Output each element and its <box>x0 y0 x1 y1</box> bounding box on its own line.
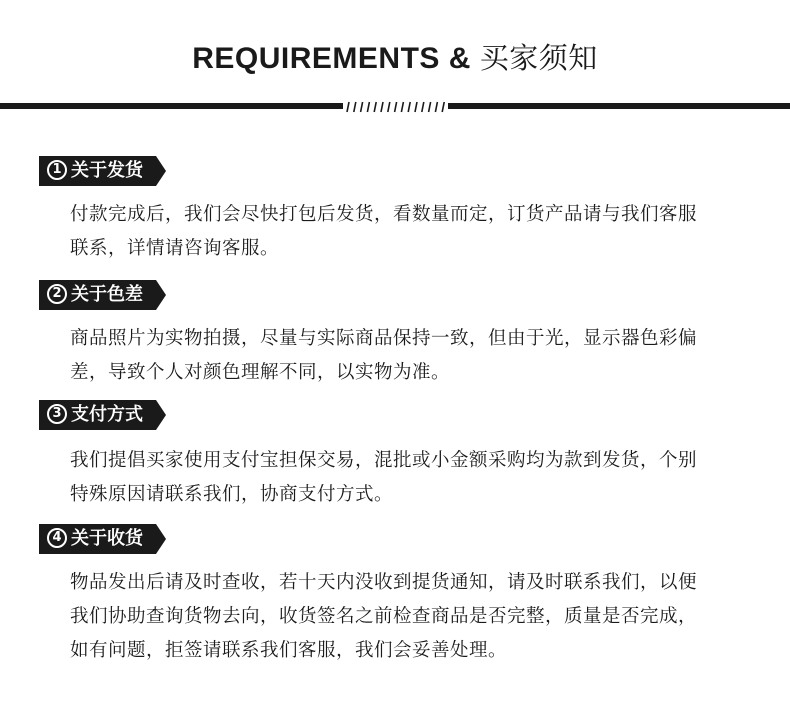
section-title: 支付方式 <box>71 404 143 425</box>
divider-slash <box>401 102 403 112</box>
divider-bar-right <box>448 103 790 109</box>
section-number-badge: 4 <box>47 528 67 548</box>
section-header-payment <box>39 400 169 430</box>
body-line: 付款完成后，我们会尽快打包后发货，看数量而定，订货产品请与我们客服 <box>70 204 698 225</box>
body-line: 物品发出后请及时查收，若十天内没收到提货通知，请及时联系我们，以便 <box>70 572 698 593</box>
divider-slash <box>395 102 397 112</box>
divider-slash <box>429 102 431 112</box>
section-title: 关于色差 <box>71 284 143 305</box>
divider-slash <box>435 102 437 112</box>
section-title: 关于收货 <box>71 528 143 549</box>
section-body-payment <box>70 444 760 512</box>
section-number-badge: 2 <box>47 284 67 304</box>
divider-slash <box>381 102 383 112</box>
section-header-color-difference <box>39 280 169 310</box>
body-line: 联系，详情请咨询客服。 <box>70 238 280 259</box>
body-line: 商品照片为实物拍摄，尽量与实际商品保持一致，但由于光，显示器色彩偏 <box>70 328 698 349</box>
body-line: 我们提倡买家使用支付宝担保交易，混批或小金额采购均为款到发货，个别 <box>70 450 698 471</box>
section-body-shipping <box>70 198 760 266</box>
divider-slash <box>347 102 349 112</box>
section-body-color-difference <box>70 322 760 390</box>
divider-slash <box>367 102 369 112</box>
body-line: 我们协助查询货物去向，收货签名之前检查商品是否完整，质量是否完成， <box>70 606 698 627</box>
page-title <box>0 36 790 77</box>
page-title-cn: 买家须知 <box>479 41 598 75</box>
divider-slash <box>442 102 444 112</box>
body-line: 特殊原因请联系我们，协商支付方式。 <box>70 484 394 505</box>
section-number-badge: 1 <box>47 160 67 180</box>
divider-slash <box>361 102 363 112</box>
body-line: 如有问题，拒签请联系我们客服，我们会妥善处理。 <box>70 640 508 661</box>
divider-slash <box>354 102 356 112</box>
section-title: 关于发货 <box>71 160 143 181</box>
title-divider <box>0 101 790 113</box>
divider-slash <box>408 102 410 112</box>
divider-bar-left <box>0 103 343 109</box>
divider-slash <box>415 102 417 112</box>
divider-slash <box>388 102 390 112</box>
section-header-receiving <box>39 524 169 554</box>
body-line: 差，导致个人对颜色理解不同，以实物为准。 <box>70 362 451 383</box>
divider-slash <box>422 102 424 112</box>
divider-slash <box>374 102 376 112</box>
divider-slash-pattern <box>343 101 448 113</box>
page-title-en: REQUIREMENTS & <box>192 42 471 75</box>
section-number-badge: 3 <box>47 404 67 424</box>
section-body-receiving <box>70 566 760 668</box>
section-header-shipping <box>39 156 169 186</box>
